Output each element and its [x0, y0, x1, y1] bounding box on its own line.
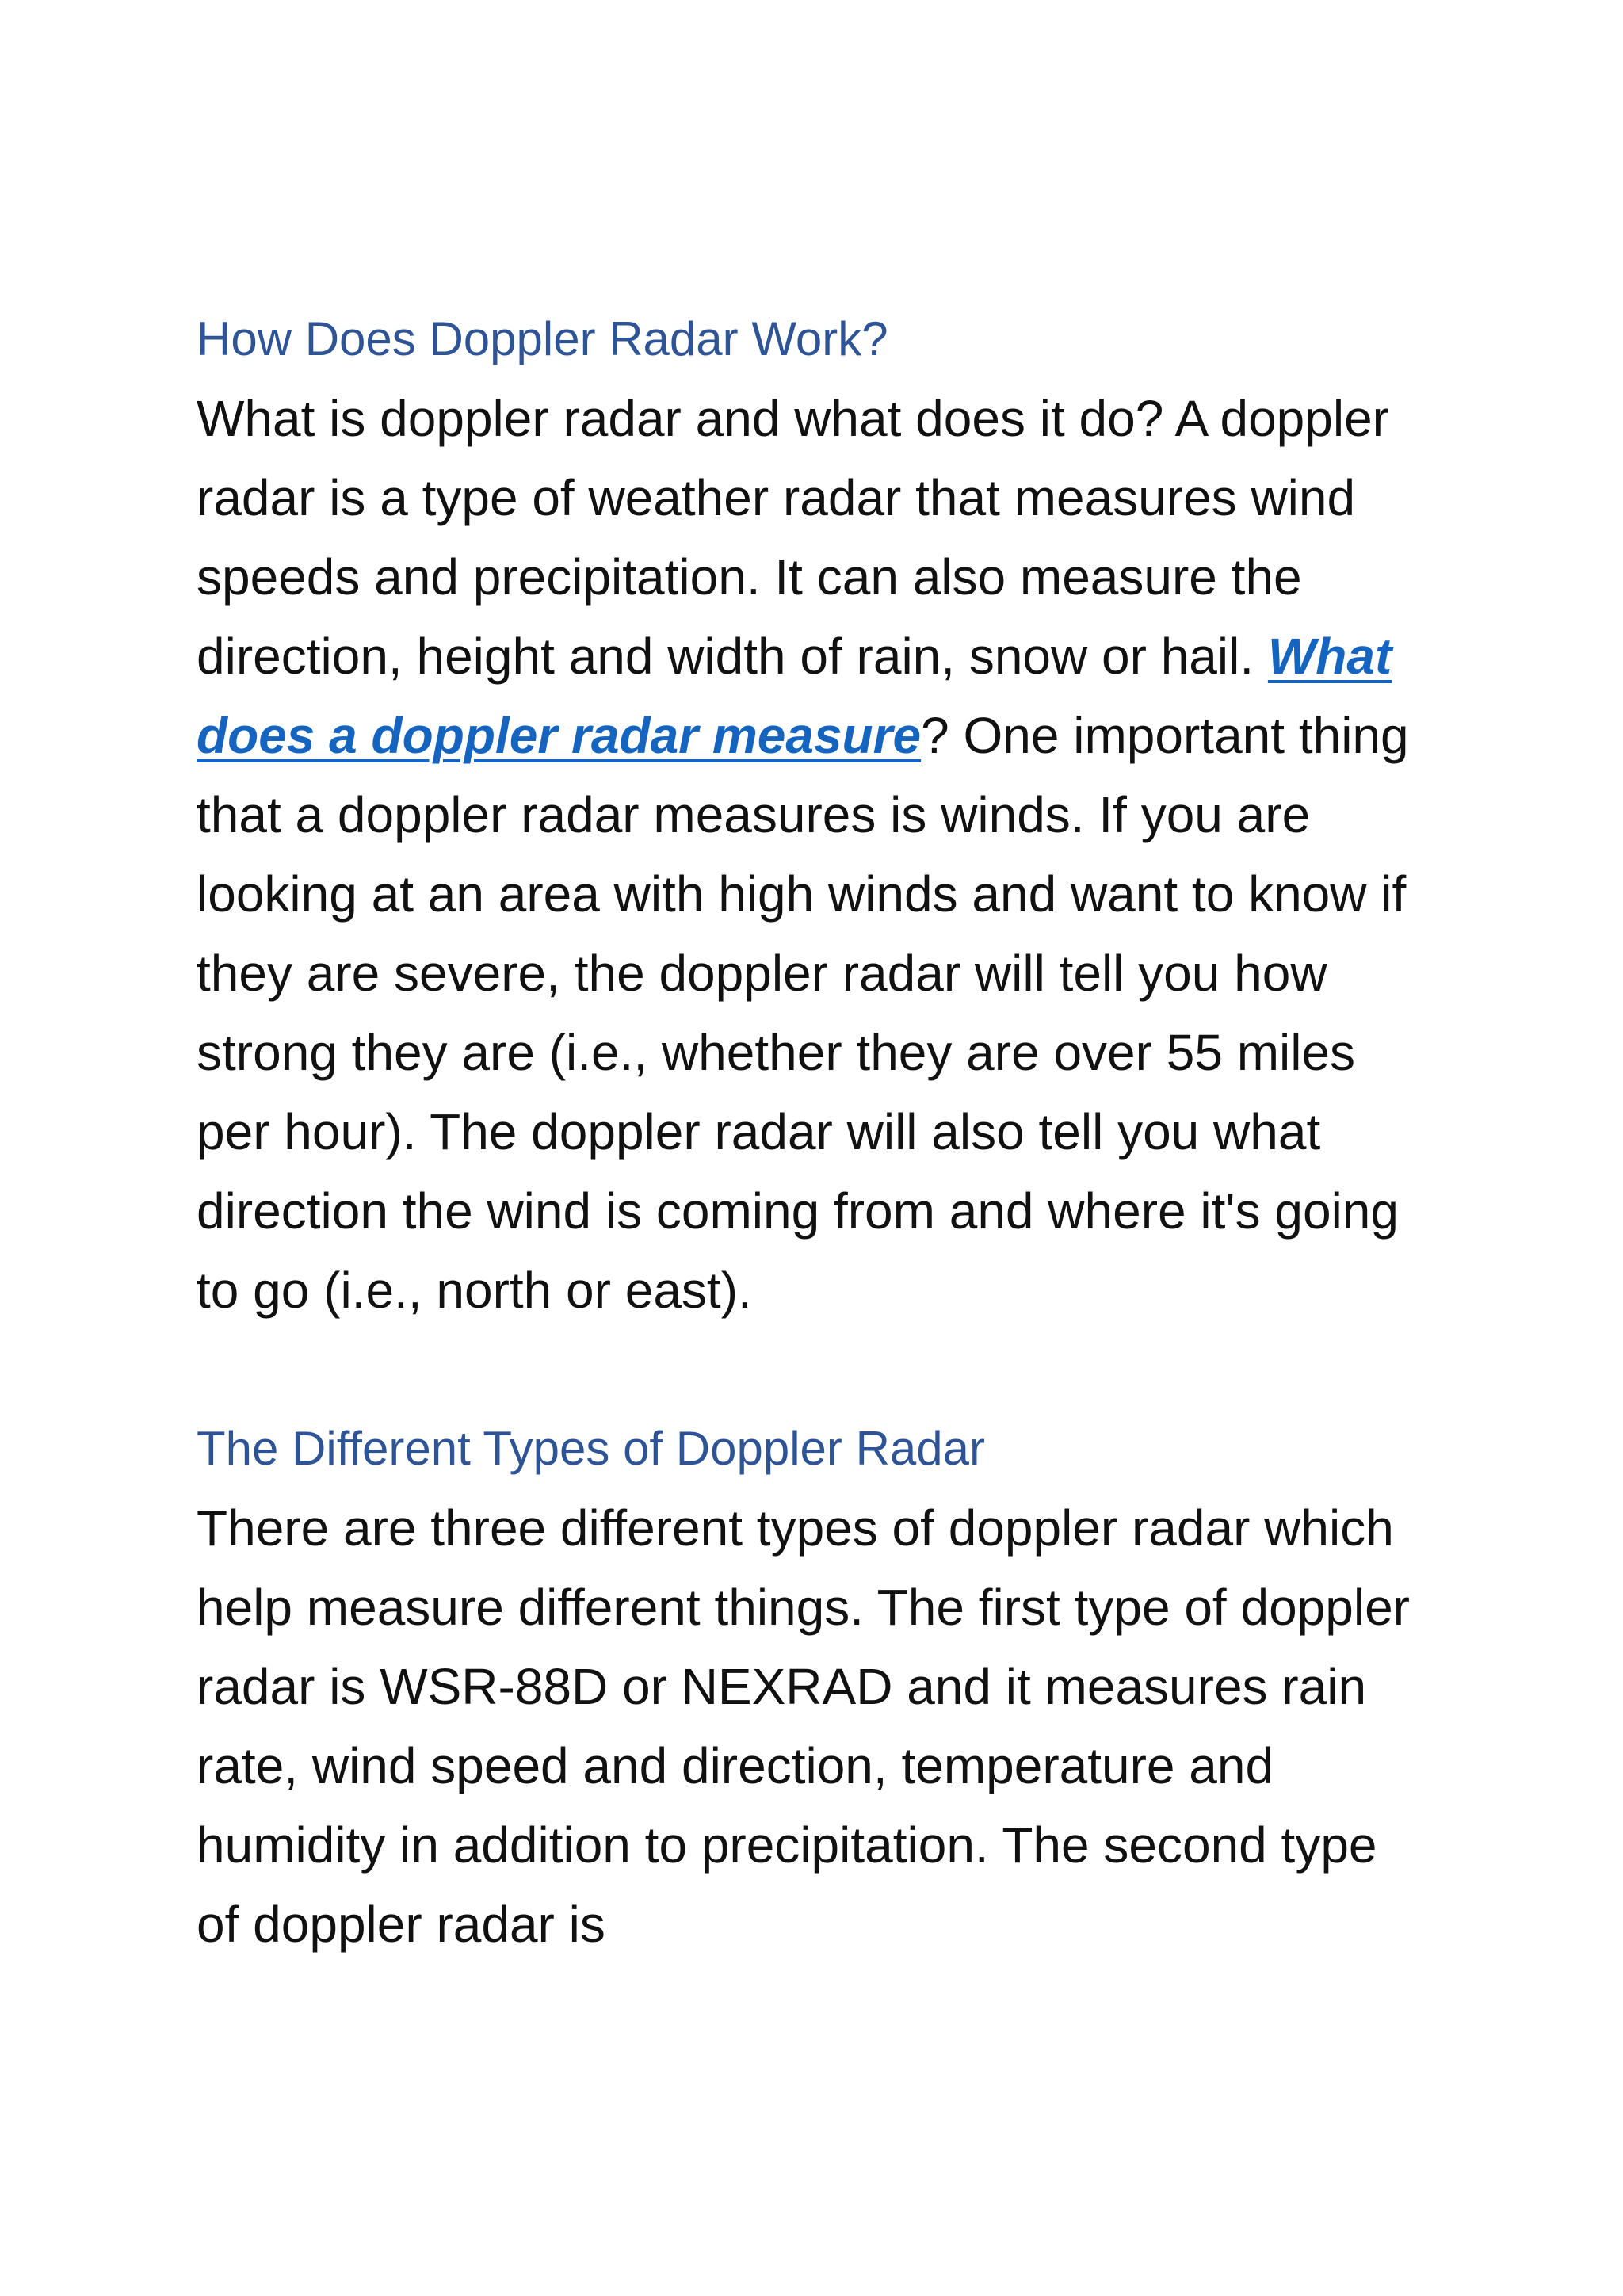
- section-paragraph-how-doppler-works: [197, 379, 1433, 1330]
- document-body: [197, 300, 1433, 1964]
- paragraph-text-after-link: ? One important thing that a doppler radar measures is winds. If you are looking at an area with high winds and want to know if they are severe, the doppler radar will tell you how strong they are (i.e., whether they are over 55 miles per hour). The doppler radar will also tell you what direction the wind is coming from and where it's going to go (i.e., north or east).: [197, 707, 1409, 1319]
- section-paragraph-types-of-doppler: There are three different types of doppler radar which help measure different things. The first type of doppler radar is WSR-88D or NEXRAD and it measures rain rate, wind speed and direction, temperature and humidity in addition to precipitation. The second type of doppler radar is: [197, 1499, 1410, 1953]
- what-does-doppler-measure-link[interactable]: What does a doppler radar measure: [197, 628, 1392, 764]
- section-heading-types-of-doppler: The Different Types of Doppler Radar: [197, 1422, 985, 1475]
- section-types-of-doppler: [197, 1409, 1433, 1964]
- section-heading-how-doppler-works: How Does Doppler Radar Work?: [197, 312, 888, 365]
- paragraph-text-before-link: What is doppler radar and what does it do? A doppler radar is a type of weather radar that measures wind speeds and precipitation. It can also measure the direction, height and width of rain, snow or hail.: [197, 390, 1389, 685]
